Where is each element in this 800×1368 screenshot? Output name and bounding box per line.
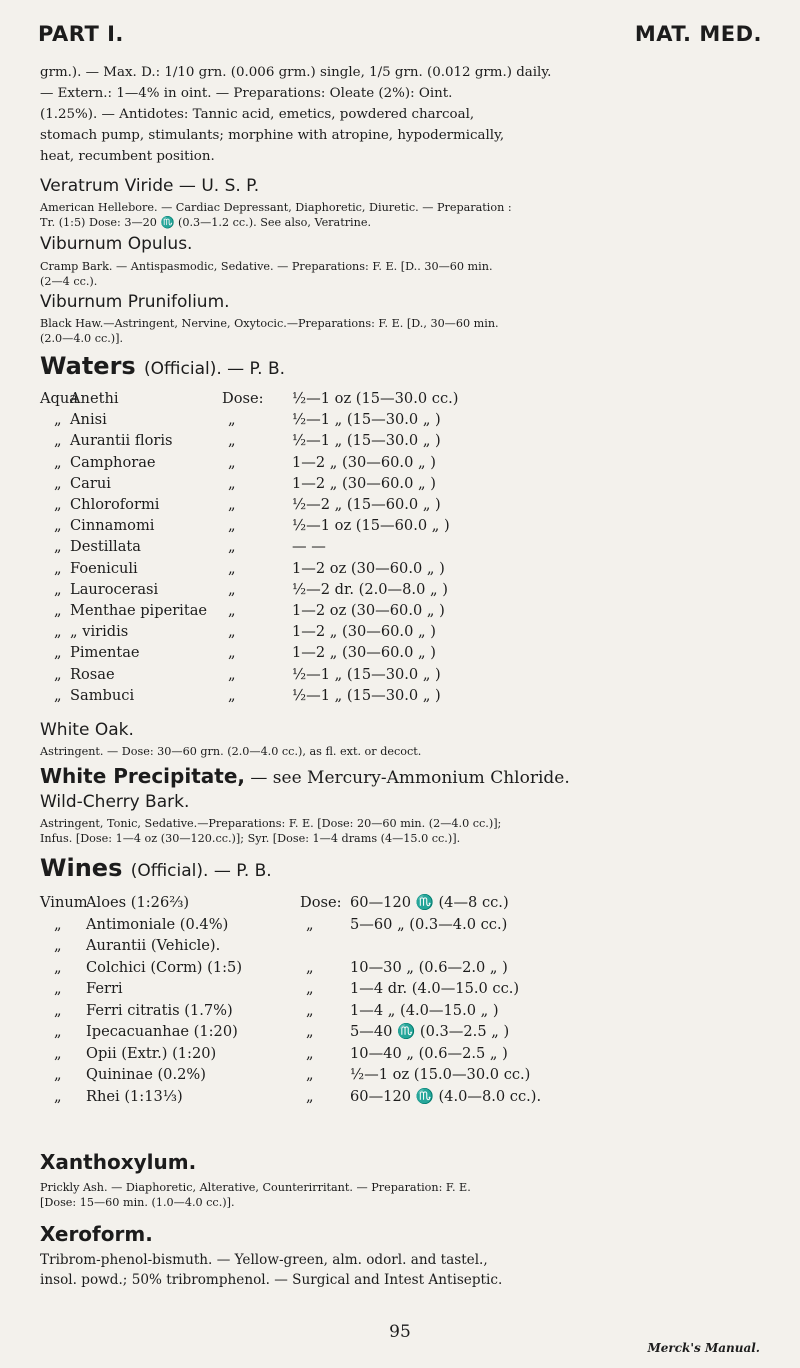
row-prefix: „ xyxy=(54,580,62,598)
row-prefix: „ xyxy=(54,915,62,933)
running-header-left: PART I. xyxy=(38,22,124,46)
row-dose: 10—30 „ (0.6—2.0 „ ) xyxy=(350,958,508,976)
white-oak-line: Astringent. — Dose: 30—60 grn. (2.0—4.0 cc.), as fl. ext. or decoct. xyxy=(40,745,422,758)
viburnum-opulus-line: (2—4 cc.). xyxy=(40,275,98,288)
row-prefix: „ xyxy=(54,644,62,662)
wines-heading xyxy=(40,854,272,882)
veratrum-title: Veratrum Viride — U. S. P. xyxy=(40,176,260,196)
row-name: Camphorae xyxy=(70,453,156,471)
row-prefix: „ xyxy=(54,1001,62,1019)
intro-paragraph xyxy=(40,62,766,167)
row-prefix: „ xyxy=(54,602,62,619)
row-dose: — — xyxy=(292,538,326,556)
ditto-mark: „ xyxy=(306,1087,314,1105)
row-dose: 1—2 „ (30—60.0 „ ) xyxy=(292,474,436,492)
row-prefix: „ xyxy=(54,496,62,513)
row-dose: 10—40 „ (0.6—2.5 „ ) xyxy=(350,1044,508,1062)
wines-subtitle: (Official). — P. B. xyxy=(130,861,272,881)
row-name: Menthae piperitae xyxy=(70,602,208,619)
row-prefix: Aqua xyxy=(40,390,78,407)
row-name: Ferri xyxy=(86,980,123,997)
row-dose: ½—1 „ (15—30.0 „ ) xyxy=(292,411,441,429)
ditto-mark: „ xyxy=(306,1066,314,1083)
row-prefix: „ xyxy=(54,453,62,471)
row-prefix: „ xyxy=(54,1044,62,1062)
row-prefix: „ xyxy=(54,1066,62,1083)
row-dose: 60—120 ♏ (4—8 cc.) xyxy=(350,894,509,911)
row-prefix: „ xyxy=(54,559,62,577)
row-prefix: „ xyxy=(54,432,62,450)
ditto-mark: „ xyxy=(228,686,236,704)
ditto-mark: „ xyxy=(228,580,236,598)
row-name: Anisi xyxy=(70,411,107,429)
veratrum-line: American Hellebore. — Cardiac Depressant, Diaphoretic, Diuretic. — Preparation : xyxy=(40,201,512,214)
xeroform-line: insol. powd.; 50% tribromphenol. — Surgical and Intest Antiseptic. xyxy=(40,1272,503,1288)
xanthoxylum-line: [Dose: 15—60 min. (1.0—4.0 cc.)]. xyxy=(40,1196,235,1209)
row-prefix: „ xyxy=(54,937,62,954)
row-prefix: „ xyxy=(54,411,62,429)
row-prefix: „ xyxy=(54,623,62,641)
wild-cherry-line: Infus. [Dose: 1—4 oz (30—120.cc.)]; Syr. [Dose: 1—4 drams (4—15.0 cc.)]. xyxy=(40,832,461,845)
row-name: Cinnamomi xyxy=(70,517,155,535)
row-dose: 1—4 dr. (4.0—15.0 cc.) xyxy=(350,980,520,997)
row-name: Chloroformi xyxy=(70,496,160,513)
row-dose: 1—2 „ (30—60.0 „ ) xyxy=(292,623,436,641)
row-name: Aurantii floris xyxy=(70,432,173,450)
xanthoxylum-line: Prickly Ash. — Diaphoretic, Alterative, Counterirritant. — Preparation: F. E. xyxy=(40,1181,471,1194)
ditto-mark: „ xyxy=(228,559,236,577)
row-name: Rosae xyxy=(70,665,115,683)
xeroform-title: Xeroform. xyxy=(40,1222,153,1246)
row-dose: 1—2 oz (30—60.0 „ ) xyxy=(292,559,445,577)
ditto-mark: „ xyxy=(228,411,236,429)
row-name: Antimoniale (0.4%) xyxy=(86,915,229,933)
row-name: Colchici (Corm) (1:5) xyxy=(86,958,243,976)
ditto-mark: „ xyxy=(228,453,236,471)
ditto-mark: „ xyxy=(228,496,236,513)
row-prefix: „ xyxy=(54,1087,62,1105)
viburnum-prunifolium-line: Black Haw.—Astringent, Nervine, Oxytocic.—Preparations: F. E. [D., 30—60 min. xyxy=(40,317,499,330)
ditto-mark: „ xyxy=(306,980,314,997)
row-dose: ½—1 oz (15.0—30.0 cc.) xyxy=(350,1066,531,1083)
row-name: Destillata xyxy=(70,538,141,556)
row-dose: ½—1 „ (15—30.0 „ ) xyxy=(292,686,441,704)
ditto-mark: „ xyxy=(306,958,314,976)
row-name: Anethi xyxy=(70,390,119,407)
veratrum-line: Tr. (1:5) Dose: 3—20 ♏ (0.3—1.2 cc.). See also, Veratrine. xyxy=(40,216,372,229)
row-dose: 1—2 oz (30—60.0 „ ) xyxy=(292,602,445,619)
xanthoxylum-body xyxy=(40,1180,766,1210)
viburnum-prunifolium-title: Viburnum Prunifolium. xyxy=(40,292,230,312)
row-prefix: „ xyxy=(54,958,62,976)
ditto-mark: „ xyxy=(228,517,236,535)
ditto-mark: „ xyxy=(228,623,236,641)
row-dose: 60—120 ♏ (4.0—8.0 cc.). xyxy=(350,1087,542,1105)
row-dose: 1—2 „ (30—60.0 „ ) xyxy=(292,644,436,662)
row-name: Laurocerasi xyxy=(70,580,159,598)
row-name: Pimentae xyxy=(70,644,140,662)
wild-cherry-body xyxy=(40,816,766,846)
row-name: Sambuci xyxy=(70,686,135,704)
publisher-footer: Merck's Manual. xyxy=(647,1341,760,1355)
row-name: Aurantii (Vehicle). xyxy=(86,937,221,954)
intro-line: (1.25%). — Antidotes: Tannic acid, emetics, powdered charcoal, xyxy=(40,107,475,122)
wild-cherry-title: Wild-Cherry Bark. xyxy=(40,792,190,812)
row-name: Ferri citratis (1.7%) xyxy=(86,1001,233,1019)
row-prefix: „ xyxy=(54,1023,62,1040)
ditto-mark: „ xyxy=(228,474,236,492)
row-prefix: „ xyxy=(54,474,62,492)
xanthoxylum-title: Xanthoxylum. xyxy=(40,1150,197,1174)
row-prefix: „ xyxy=(54,538,62,556)
ditto-mark: „ xyxy=(228,602,236,619)
row-dose: 5—40 ♏ (0.3—2.5 „ ) xyxy=(350,1023,510,1040)
row-name: Quininae (0.2%) xyxy=(86,1066,206,1083)
intro-line: grm.). — Max. D.: 1/10 grn. (0.006 grm.) single, 1/5 grn. (0.012 grm.) daily. xyxy=(40,65,552,80)
xeroform-body xyxy=(40,1250,766,1290)
waters-title: Waters xyxy=(40,352,136,380)
row-prefix: „ xyxy=(54,517,62,535)
intro-line: heat, recumbent position. xyxy=(40,149,215,164)
dose-label: Dose: xyxy=(222,390,264,407)
ditto-mark: „ xyxy=(306,1023,314,1040)
ditto-mark: „ xyxy=(306,915,314,933)
row-name: Rhei (1:13⅓) xyxy=(86,1087,183,1105)
viburnum-opulus-body xyxy=(40,259,766,289)
row-name: Ipecacuanhae (1:20) xyxy=(86,1023,238,1040)
ditto-mark: „ xyxy=(228,665,236,683)
row-dose: ½—2 dr. (2.0—8.0 „ ) xyxy=(292,580,448,598)
row-dose: ½—1 oz (15—30.0 cc.) xyxy=(292,390,459,407)
white-precipitate-title: White Precipitate, xyxy=(40,764,245,788)
row-dose: ½—1 „ (15—30.0 „ ) xyxy=(292,432,441,450)
veratrum-body xyxy=(40,200,766,230)
waters-subtitle: (Official). — P. B. xyxy=(144,359,286,379)
viburnum-prunifolium-body xyxy=(40,316,766,346)
page-number: 95 xyxy=(389,1322,411,1342)
row-dose: 1—4 „ (4.0—15.0 „ ) xyxy=(350,1001,499,1019)
dose-label: Dose: xyxy=(300,894,342,911)
row-name: Aloes (1:26⅔) xyxy=(86,894,190,911)
row-prefix: „ xyxy=(54,686,62,704)
ditto-mark: „ xyxy=(306,1001,314,1019)
row-prefix: „ xyxy=(54,980,62,997)
row-dose: 5—60 „ (0.3—4.0 cc.) xyxy=(350,915,508,933)
row-dose: 1—2 „ (30—60.0 „ ) xyxy=(292,453,436,471)
row-name: Foeniculi xyxy=(70,559,138,577)
row-dose: ½—2 „ (15—60.0 „ ) xyxy=(292,496,441,513)
running-header-right: MAT. MED. xyxy=(634,22,762,46)
white-precipitate-ref: — see Mercury-Ammonium Chloride. xyxy=(245,768,570,788)
white-oak-title: White Oak. xyxy=(40,720,134,740)
row-name: „ viridis xyxy=(70,623,129,641)
waters-heading xyxy=(40,352,285,380)
xeroform-line: Tribrom-phenol-bismuth. — Yellow-green, alm. odorl. and tastel., xyxy=(40,1252,488,1268)
wild-cherry-line: Astringent, Tonic, Sedative.—Preparations: F. E. [Dose: 20—60 min. (2—4.0 cc.)]; xyxy=(40,817,502,830)
row-name: Opii (Extr.) (1:20) xyxy=(86,1044,217,1062)
ditto-mark: „ xyxy=(228,538,236,556)
row-prefix: Vinum xyxy=(40,894,88,911)
viburnum-opulus-title: Viburnum Opulus. xyxy=(40,234,193,254)
row-name: Carui xyxy=(70,474,111,492)
viburnum-opulus-line: Cramp Bark. — Antispasmodic, Sedative. — Preparations: F. E. [D.. 30—60 min. xyxy=(40,260,493,273)
viburnum-prunifolium-line: (2.0—4.0 cc.)]. xyxy=(40,332,124,345)
intro-line: — Extern.: 1—4% in oint. — Preparations: Oleate (2%): Oint. xyxy=(40,86,453,101)
row-prefix: „ xyxy=(54,665,62,683)
intro-line: stomach pump, stimulants; morphine with atropine, hypodermically, xyxy=(40,128,505,143)
ditto-mark: „ xyxy=(228,432,236,450)
ditto-mark: „ xyxy=(228,644,236,662)
white-precipitate-entry xyxy=(40,764,570,788)
row-dose: ½—1 „ (15—30.0 „ ) xyxy=(292,665,441,683)
wines-title: Wines xyxy=(40,854,123,882)
row-dose: ½—1 oz (15—60.0 „ ) xyxy=(292,517,450,535)
ditto-mark: „ xyxy=(306,1044,314,1062)
